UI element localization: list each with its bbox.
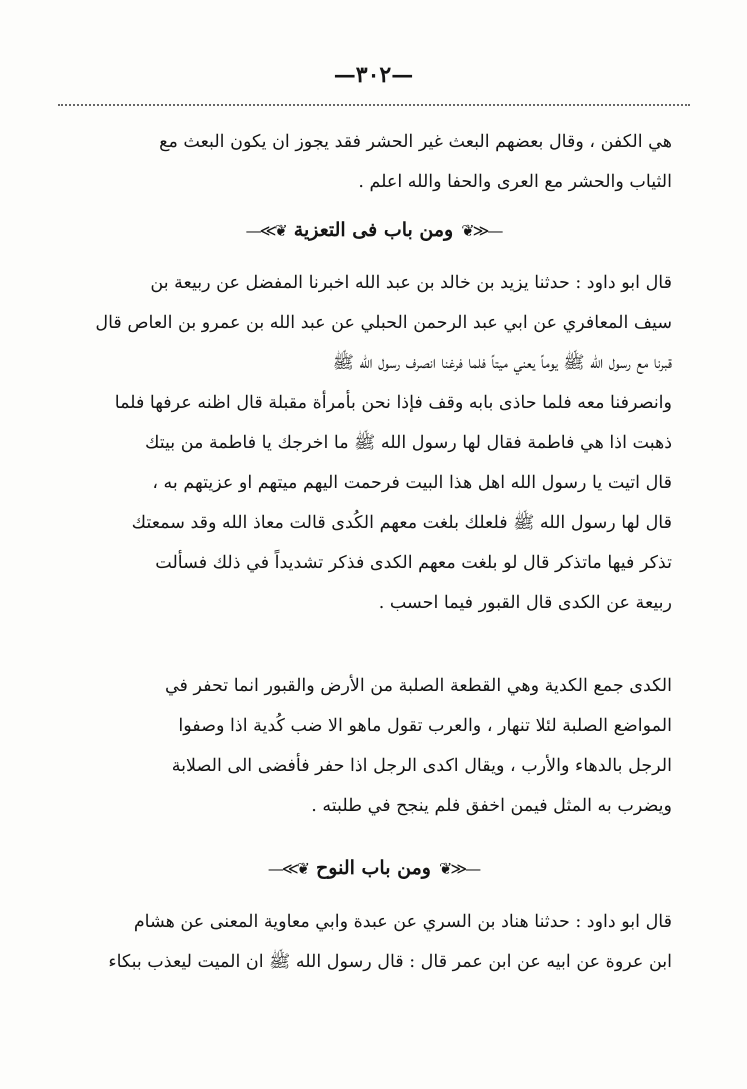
paragraph-line: الرجل بالدهاء والأرب ، ويقال اكدى الرجل اذا حفر فأفضى الى الصلابة [171,756,672,776]
paragraph-2 [66,263,672,623]
paragraph-line: الثياب والحشر مع العرى والحفا والله اعلم . [358,172,672,192]
paragraph-line: الكدى جمع الكدية وهي القطعة الصلبة من الأرض والقبور انما تحفر في [164,676,672,696]
paragraph-4 [66,902,672,982]
paragraph-line: قال لها رسول الله ﷺ فلعلك بلغت معهم الكُدى قالت معاذ الله وقد سمعتك [131,513,672,533]
paragraph-line: قال ابو داود : حدثنا يزيد بن خالد بن عبد الله اخبرنا المفضل عن ربيعة بن [150,273,672,293]
heading-text: ومن باب فى التعزية [293,219,454,241]
ornament-right-icon: —≪❦ [438,859,480,878]
section-heading-nawh [0,850,747,886]
ornament-right-icon: —≪❦ [461,221,502,240]
paragraph-line: قبرنا مع رسول الله ﷺ يوماً يعني ميتاً فلما فرغنا انصرف رسول الله ﷺ [332,353,672,373]
paragraph-line: ويضرب به المثل فيمن اخفق فلم ينجح في طلبته . [311,796,672,816]
paragraph-line: ذهبت اذا هي فاطمة فقال لها رسول الله ﷺ ما اخرجك يا فاطمة من بيتك [144,433,672,453]
paragraph-line: وانصرفنا معه فلما حاذى بابه وقف فإذا نحن بأمرأة مقبلة قال اظنه عرفها فلما [114,393,672,413]
paragraph-line: تذكر فيها ماتذكر قال لو بلغت معهم الكدى فذكر تشديداً في ذلك فسألت [155,553,672,573]
paragraph-line: ربيعة عن الكدى قال القبور فيما احسب . [378,593,672,613]
paragraph-line: قال ابو داود : حدثنا هناد بن السري عن عبدة وابي معاوية المعنى عن هشام [133,912,672,932]
paragraph-1 [66,122,672,202]
paragraph-line: المواضع الصلبة لئلا تنهار ، والعرب تقول ماهو الا ضب كُدية اذا وصفوا [178,716,672,736]
paragraph-line: قال اتيت يا رسول الله اهل هذا البيت فرحمت اليهم ميتهم او عزيتهم به ، [152,473,672,493]
section-heading-taziya [0,212,747,248]
paragraph-line: ابن عروة عن ابيه عن ابن عمر قال : قال رسول الله ﷺ ان الميت ليعذب ببكاء [108,952,672,972]
header-divider [58,104,690,106]
heading-text: ومن باب النوح [316,857,431,879]
paragraph-line: هي الكفن ، وقال بعضهم البعث غير الحشر فقد يجوز ان يكون البعث مع [159,132,672,152]
ornament-left-icon: ❦≫— [267,859,309,878]
page-number: —٣٠٢— [333,62,414,88]
paragraph-3 [66,666,672,826]
ornament-left-icon: ❦≫— [245,221,286,240]
paragraph-line: سيف المعافري عن ابي عبد الرحمن الحبلي عن عبد الله بن عمرو بن العاص قال [95,313,672,333]
